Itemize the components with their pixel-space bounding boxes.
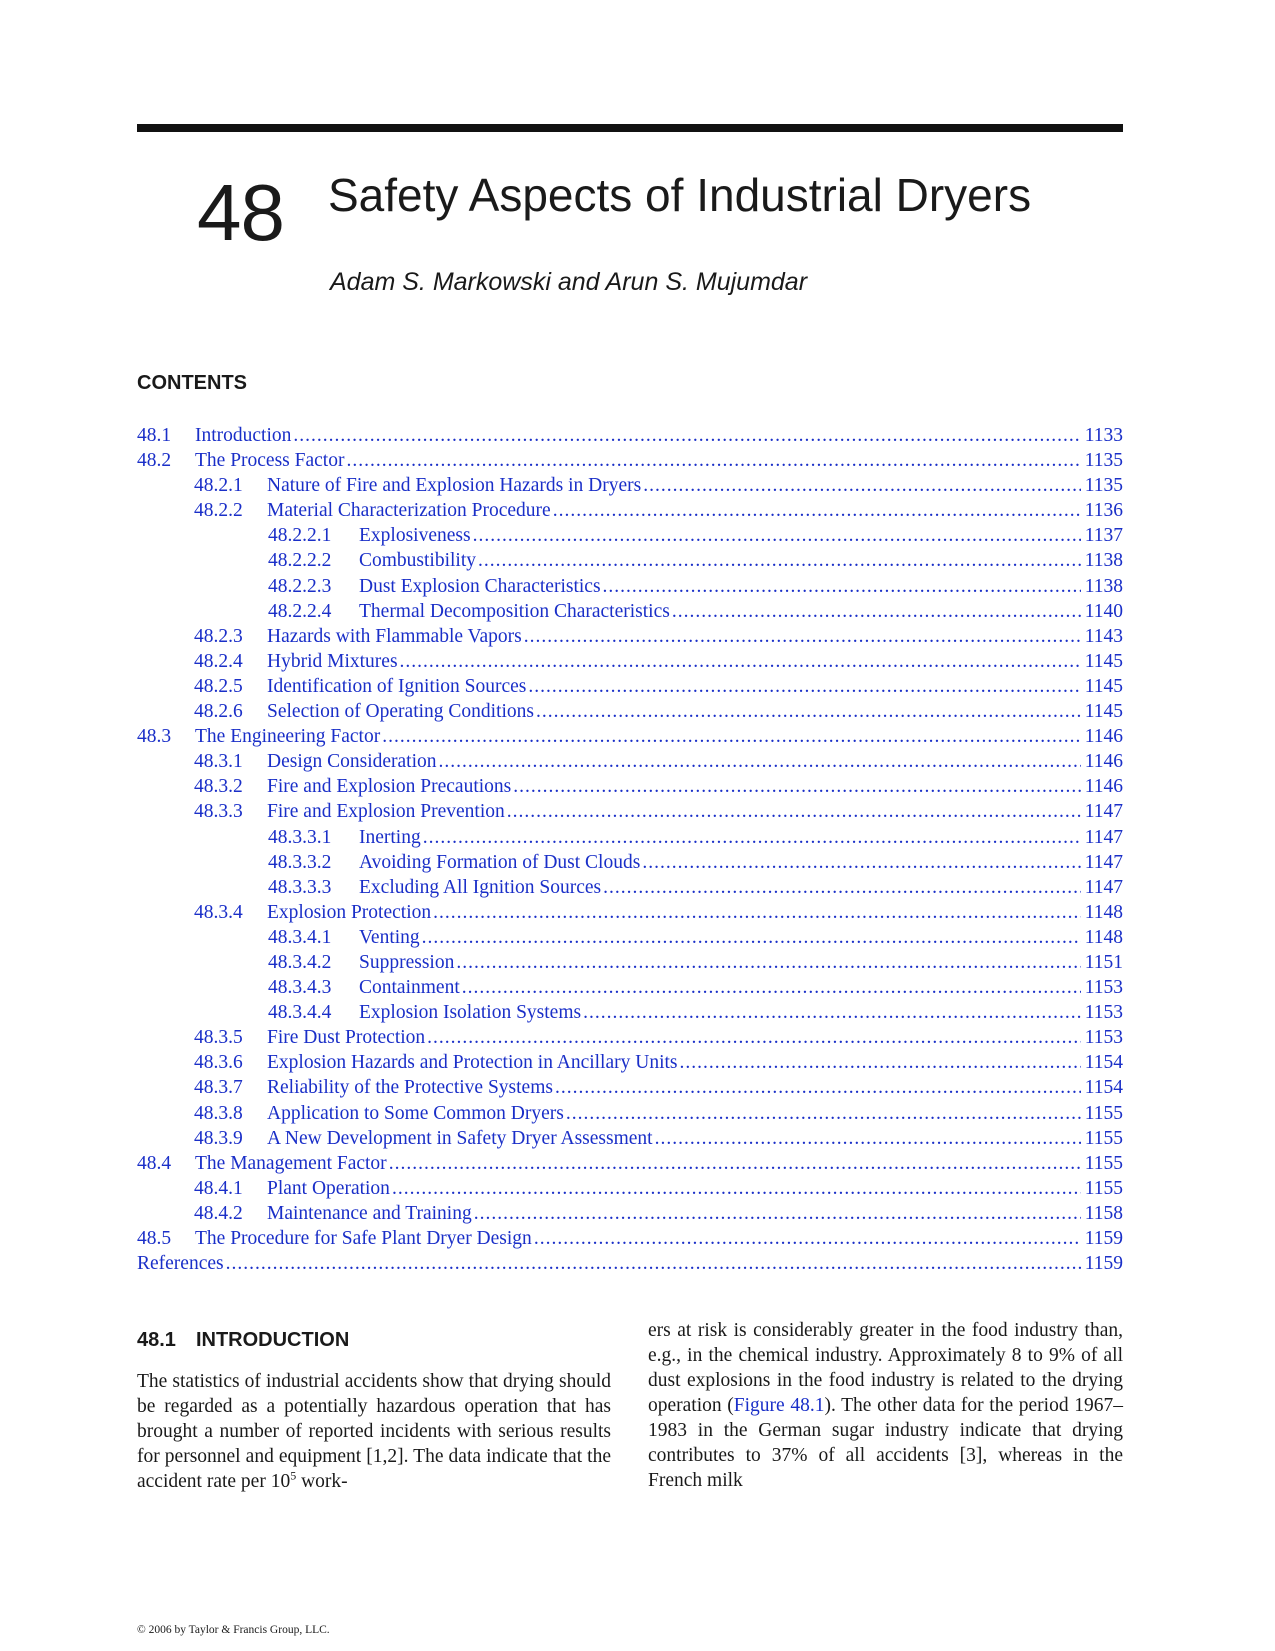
toc-entry[interactable] [137,498,1123,523]
toc-entry-page[interactable]: 1137 [1084,525,1123,547]
toc-entry-page[interactable]: 1147 [1084,801,1123,823]
toc-entry-page[interactable]: 1147 [1084,876,1123,898]
toc-entry-title[interactable]: Explosiveness [359,525,471,547]
toc-entry-page[interactable]: 1155 [1084,1177,1123,1199]
toc-entry-title[interactable]: Nature of Fire and Explosion Hazards in Dryers [267,475,642,497]
toc-entry-number: 48.3.4.1 [268,926,332,948]
section-heading [137,1327,611,1353]
toc-entry[interactable] [137,825,1123,850]
toc-entry[interactable] [137,1050,1123,1075]
toc-entry-page[interactable]: 1158 [1084,1202,1123,1224]
toc-entry-title[interactable]: Thermal Decomposition Characteristics [359,600,670,622]
toc-entry-number: 48.2.2.2 [268,550,332,572]
toc-leader-dots [555,1075,1081,1100]
toc-entry-number: 48.2.2.4 [268,600,332,622]
toc-leader-dots [423,825,1081,850]
toc-leader-dots [400,649,1081,674]
toc-entry-title[interactable]: Dust Explosion Characteristics [359,575,601,597]
toc-entry-title[interactable]: Excluding All Ignition Sources [359,876,602,898]
intro-paragraph-left [137,1369,611,1494]
toc-entry-page[interactable]: 1146 [1084,726,1123,748]
toc-leader-dots [534,1226,1081,1251]
toc-entry-page[interactable]: 1135 [1084,475,1123,497]
toc-leader-dots [680,1050,1081,1075]
toc-entry-page[interactable]: 1148 [1084,926,1123,948]
toc-entry-title[interactable]: Reliability of the Protective Systems [267,1077,553,1099]
toc-entry[interactable] [137,1025,1123,1050]
toc-leader-dots [566,1101,1081,1126]
toc-entry-page[interactable]: 1138 [1084,550,1123,572]
toc-leader-dots [603,875,1081,900]
toc-entry-page[interactable]: 1154 [1084,1077,1123,1099]
toc-leader-dots [603,574,1081,599]
toc-leader-dots [433,900,1081,925]
toc-entry-page[interactable]: 1138 [1084,575,1123,597]
toc-entry-page[interactable]: 1145 [1084,675,1123,697]
toc-leader-dots [346,448,1080,473]
toc-leader-dots [655,1126,1081,1151]
paragraph-text: ). The other data for the period 1967–1983 in the German sugar industry indicate that drying contributes to 37% of all accidents [3], whereas in the French milk [648,1395,1123,1491]
toc-entry-page[interactable]: 1146 [1084,776,1123,798]
toc-entry-number: 48.3.8 [194,1102,243,1124]
superscript: 5 [290,1468,297,1483]
toc-leader-dots [382,724,1081,749]
intro-paragraph-right [648,1318,1123,1493]
toc-entry-title[interactable]: Design Consideration [267,751,437,773]
toc-entry-page[interactable]: 1135 [1084,450,1123,472]
toc-entry-title[interactable]: Plant Operation [267,1177,390,1199]
toc-entry-title[interactable]: The Engineering Factor [195,726,381,748]
copyright-footer: © 2006 by Taylor & Francis Group, LLC. [137,1624,330,1636]
toc-entry-number: 48.3.2 [194,776,243,798]
toc-entry-title[interactable]: Avoiding Formation of Dust Clouds [359,851,641,873]
toc-leader-dots [513,774,1080,799]
toc-leader-dots [226,1251,1081,1276]
toc-entry[interactable] [137,799,1123,824]
toc-entry[interactable] [137,1201,1123,1226]
toc-entry-number: 48.2.3 [194,625,243,647]
toc-entry-page[interactable]: 1153 [1084,1002,1123,1024]
toc-entry-number: 48.3.7 [194,1077,243,1099]
toc-entry-title[interactable]: Introduction [195,425,292,446]
toc-entry[interactable] [137,523,1123,548]
paragraph-text: work- [296,1471,348,1492]
toc-entry-title[interactable]: Hazards with Flammable Vapors [267,625,522,647]
toc-entry[interactable] [137,1101,1123,1126]
toc-entry-title[interactable]: References [137,1253,224,1275]
toc-entry-number: 48.3.4 [194,901,243,923]
toc-entry[interactable] [137,1176,1123,1201]
toc-entry[interactable] [137,1126,1123,1151]
toc-entry-number: 48.3.1 [194,751,243,773]
toc-entry[interactable] [137,448,1123,473]
toc-leader-dots [422,925,1081,950]
toc-entry-page[interactable]: 1159 [1084,1253,1123,1275]
toc-entry[interactable] [137,925,1123,950]
toc-entry-number: 48.2.5 [194,675,243,697]
toc-leader-dots [473,523,1081,548]
toc-entry-number: 48.3.4.4 [268,1002,332,1024]
toc-entry-title[interactable]: A New Development in Safety Dryer Assessment [267,1127,653,1149]
toc-entry-page[interactable]: 1133 [1084,425,1123,446]
toc-entry[interactable] [137,1226,1123,1251]
toc-leader-dots [439,749,1081,774]
paragraph-text: The statistics of industrial accidents show that drying should be regarded as a potentially hazardous operation that has brought a number of reported incidents with serious results for personnel and equipment [1,2]. The data indicate that the accident rate per 10 [137,1371,611,1492]
toc-entry[interactable] [137,699,1123,724]
toc-entry-title[interactable]: Explosion Hazards and Protection in Ancillary Units [267,1052,678,1074]
toc-entry-title[interactable]: Suppression [359,951,455,973]
toc-leader-dots [507,799,1081,824]
toc-entry-number: 48.1 [137,425,172,446]
toc-entry-number: 48.2 [137,450,172,472]
toc-entry-number: 48.4.2 [194,1202,243,1224]
toc-entry-title[interactable]: Hybrid Mixtures [267,650,398,672]
toc-entry-page[interactable]: 1143 [1084,625,1123,647]
toc-leader-dots [293,423,1080,448]
chapter-top-rule [137,124,1123,132]
contents-heading: CONTENTS [137,372,247,394]
toc-entry-title[interactable]: Maintenance and Training [267,1202,472,1224]
toc-entry[interactable] [137,724,1123,749]
toc-entry[interactable] [137,624,1123,649]
toc-entry[interactable] [137,473,1123,498]
toc-entry-number: 48.2.1 [194,475,243,497]
toc-entry[interactable] [137,749,1123,774]
toc-entry[interactable] [137,574,1123,599]
toc-entry[interactable] [137,1075,1123,1100]
toc-entry-number: 48.5 [137,1228,172,1249]
toc-entry-page[interactable]: 1147 [1084,851,1123,873]
figure-link[interactable]: Figure 48.1 [733,1395,825,1416]
toc-entry-page[interactable]: 1153 [1084,1027,1123,1049]
toc-entry-page[interactable]: 1155 [1084,1127,1123,1149]
toc-leader-dots [478,548,1081,573]
toc-entry-page[interactable]: 1155 [1084,1152,1123,1174]
toc-entry[interactable] [137,950,1123,975]
section-title: INTRODUCTION [195,1329,350,1351]
toc-entry[interactable] [137,1000,1123,1025]
toc-entry-number: 48.3.3 [194,801,243,823]
toc-entry-page[interactable]: 1155 [1084,1102,1123,1124]
toc-leader-dots [672,599,1081,624]
toc-entry[interactable] [137,548,1123,573]
toc-entry-page[interactable]: 1159 [1084,1228,1123,1249]
toc-entry[interactable] [137,674,1123,699]
section-number: 48.1 [137,1329,176,1351]
toc-entry-title[interactable]: Identification of Ignition Sources [267,675,527,697]
toc-entry-number: 48.3.3.2 [268,851,332,873]
toc-leader-dots [474,1201,1081,1226]
toc-entry-number: 48.3 [137,726,172,748]
toc-entry[interactable] [137,599,1123,624]
toc-entry-number: 48.3.3.3 [268,876,332,898]
toc-entry-number: 48.3.9 [194,1127,243,1149]
toc-entry-page[interactable]: 1145 [1084,650,1123,672]
toc-leader-dots [583,1000,1081,1025]
toc-entry-title[interactable]: Inerting [359,826,421,848]
toc-entry-number: 48.3.5 [194,1027,243,1049]
toc-entry-title[interactable]: Explosion Protection [267,901,432,923]
chapter-number: 48 [197,168,284,257]
paragraph-text: ers at risk is considerably greater in the food industry than, e.g., in the chemical industry. Approximately 8 to 9% of all dust explosions in the food industry is related to the drying operation ( [648,1320,1123,1416]
toc-entry-page[interactable]: 1145 [1084,701,1123,723]
toc-leader-dots [389,1151,1081,1176]
toc-entry-page[interactable]: 1153 [1084,977,1123,999]
toc-entry-number: 48.3.3.1 [268,826,332,848]
toc-entry[interactable] [137,900,1123,925]
chapter-authors: Adam S. Markowski and Arun S. Mujumdar [330,268,808,296]
toc-entry-title[interactable]: Venting [359,926,420,948]
toc-leader-dots [528,674,1080,699]
intro-left-column [137,1327,611,1494]
toc-entry-number: 48.2.2 [194,500,243,522]
toc-entry-title[interactable]: Containment [359,977,460,999]
toc-entry-page[interactable]: 1154 [1084,1052,1123,1074]
toc-entry-title[interactable]: Selection of Operating Conditions [267,701,535,723]
toc-leader-dots [536,699,1081,724]
toc-entry-page[interactable]: 1151 [1084,951,1123,973]
toc-entry-number: 48.3.6 [194,1052,243,1074]
toc-entry-number: 48.4 [137,1152,172,1174]
toc-entry-page[interactable]: 1136 [1084,500,1123,522]
toc-entry-title[interactable]: Fire and Explosion Precautions [267,776,512,798]
toc-entry-page[interactable]: 1148 [1084,901,1123,923]
toc-entry-title[interactable]: Explosion Isolation Systems [359,1002,582,1024]
toc-entry[interactable] [137,1251,1123,1276]
toc-leader-dots [553,498,1081,523]
toc-entry[interactable] [137,1151,1123,1176]
intro-right-column [648,1318,1123,1493]
toc-entry[interactable] [137,423,1123,448]
toc-leader-dots [524,624,1081,649]
toc-entry-number: 48.2.2.1 [268,525,332,547]
toc-entry-title[interactable]: Material Characterization Procedure [267,500,551,522]
toc-entry-title[interactable]: Combustibility [359,550,477,572]
toc-entry-title[interactable]: The Procedure for Safe Plant Dryer Design [195,1228,532,1249]
table-of-contents [137,423,1123,1276]
toc-entry[interactable] [137,649,1123,674]
toc-entry[interactable] [137,774,1123,799]
toc-entry-number: 48.2.4 [194,650,243,672]
toc-entry[interactable] [137,850,1123,875]
toc-entry-number: 48.3.4.2 [268,951,332,973]
toc-entry-number: 48.3.4.3 [268,977,332,999]
toc-entry[interactable] [137,875,1123,900]
toc-leader-dots [456,950,1080,975]
toc-entry-title[interactable]: The Management Factor [195,1152,387,1174]
toc-entry-page[interactable]: 1140 [1084,600,1123,622]
toc-entry[interactable] [137,975,1123,1000]
chapter-title: Safety Aspects of Industrial Dryers [328,169,1032,221]
toc-leader-dots [642,850,1080,875]
toc-entry-title[interactable]: Fire Dust Protection [267,1027,426,1049]
toc-entry-number: 48.4.1 [194,1177,243,1199]
toc-entry-title[interactable]: Application to Some Common Dryers [267,1102,564,1124]
toc-entry-page[interactable]: 1147 [1084,826,1123,848]
toc-leader-dots [643,473,1081,498]
toc-entry-title[interactable]: The Process Factor [195,450,345,472]
toc-leader-dots [392,1176,1081,1201]
toc-entry-page[interactable]: 1146 [1084,751,1123,773]
toc-leader-dots [462,975,1081,1000]
toc-entry-number: 48.2.6 [194,701,243,723]
toc-leader-dots [427,1025,1081,1050]
toc-entry-title[interactable]: Fire and Explosion Prevention [267,801,505,823]
toc-entry-number: 48.2.2.3 [268,575,332,597]
